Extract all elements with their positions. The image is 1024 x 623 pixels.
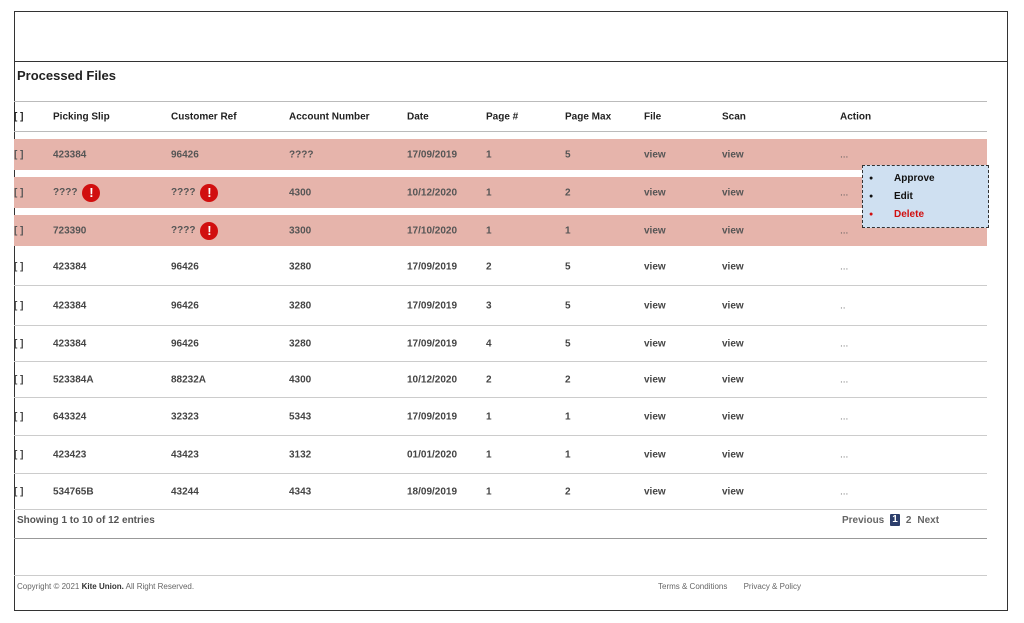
picking-slip-cell xyxy=(53,449,86,460)
company-name: Kite Union. xyxy=(81,582,124,591)
picking-slip-cell xyxy=(53,262,86,273)
scan-view-link-text: view xyxy=(722,486,744,497)
page-number-cell-text: 1 xyxy=(486,486,492,497)
table-row xyxy=(14,474,987,510)
file-view-link-text: view xyxy=(644,374,666,385)
account-number-cell xyxy=(289,149,313,160)
row-select-checkbox[interactable] xyxy=(14,411,23,422)
page-max-cell-text: 1 xyxy=(565,449,571,460)
file-view-link-text: view xyxy=(644,300,666,311)
page-max-cell-text: 5 xyxy=(565,338,571,349)
account-number-cell-text: 4300 xyxy=(289,187,312,198)
customer-ref-cell xyxy=(171,374,206,385)
customer-ref-cell xyxy=(171,411,199,422)
picking-slip-header: Picking Slip xyxy=(53,111,110,122)
customer-ref-cell-text: 96426 xyxy=(171,261,199,273)
date-cell xyxy=(407,225,457,236)
date-cell xyxy=(407,300,457,311)
page-number-header: Page # xyxy=(486,111,519,122)
account-number-cell xyxy=(289,411,311,422)
page-max-cell xyxy=(565,187,571,198)
row-actions-button-text: ... xyxy=(840,486,849,497)
customer-ref-cell xyxy=(171,338,199,349)
page-number-cell xyxy=(486,486,492,497)
account-number-cell xyxy=(289,338,311,349)
page-number-cell-text: 1 xyxy=(486,187,492,198)
table-row xyxy=(14,177,987,208)
row-select-checkbox[interactable] xyxy=(14,300,23,311)
row-actions-button[interactable] xyxy=(840,374,848,385)
page-max-cell-text: 1 xyxy=(565,225,571,236)
customer-ref-cell-text: 96426 xyxy=(171,338,199,349)
alert-icon: ! xyxy=(200,184,218,202)
date-cell-text: 17/10/2020 xyxy=(407,225,458,236)
page-max-cell xyxy=(565,338,571,349)
page-number-cell-text: 2 xyxy=(486,261,492,273)
row-select-checkbox-text: [ ] xyxy=(14,225,24,236)
page-number-cell xyxy=(486,262,492,273)
page-max-cell-text: 5 xyxy=(565,300,571,311)
scan-view-link-text: view xyxy=(722,300,744,311)
picking-slip-cell-text: 423384 xyxy=(53,338,87,349)
file-view-link[interactable] xyxy=(644,187,666,198)
page-max-cell-text: 2 xyxy=(565,187,571,198)
page-button-2[interactable]: 2 xyxy=(905,514,912,526)
table-row xyxy=(14,139,987,170)
customer-ref-cell xyxy=(171,300,199,311)
scan-view-link-text: view xyxy=(722,187,744,198)
page-max-cell xyxy=(565,374,571,385)
date-cell-text: 17/09/2019 xyxy=(407,300,458,311)
action-menu xyxy=(862,165,989,228)
account-number-cell-text: 5343 xyxy=(289,411,312,422)
account-number-cell-text: 3280 xyxy=(289,300,312,311)
file-view-link[interactable] xyxy=(644,262,666,273)
page-max-cell xyxy=(565,486,571,497)
page-max-cell xyxy=(565,225,571,236)
customer-ref-cell-text: ???? xyxy=(171,187,196,198)
picking-slip-cell-text: 423384 xyxy=(53,300,87,311)
page-number-cell xyxy=(486,449,492,460)
file-view-link-text: view xyxy=(644,187,666,198)
date-cell-text: 18/09/2019 xyxy=(407,486,458,497)
file-view-link[interactable] xyxy=(644,374,666,385)
customer-ref-cell xyxy=(171,449,199,460)
row-select-checkbox-text: [ ] xyxy=(14,300,24,311)
row-actions-button[interactable] xyxy=(840,187,848,198)
table-footer xyxy=(14,509,987,539)
account-number-cell-text: 3132 xyxy=(289,449,312,460)
edit-menu-item[interactable]: ● Edit xyxy=(863,190,988,208)
scan-view-link[interactable] xyxy=(722,486,744,497)
file-view-link[interactable] xyxy=(644,300,666,311)
row-actions-button-text: ... xyxy=(840,374,849,385)
picking-slip-cell xyxy=(53,411,86,422)
account-number-cell xyxy=(289,225,311,236)
page-max-header: Page Max xyxy=(565,111,612,122)
account-number-cell xyxy=(289,374,311,385)
page-max-cell xyxy=(565,262,571,273)
page-max-cell-text: 2 xyxy=(565,486,571,497)
page-number-cell-text: 1 xyxy=(486,449,492,460)
file-view-link-text: view xyxy=(644,486,666,497)
row-actions-button-text: ... xyxy=(840,149,849,160)
row-select-checkbox[interactable] xyxy=(14,225,23,236)
copyright xyxy=(17,582,194,591)
action-header: Action xyxy=(840,111,872,122)
file-view-link[interactable] xyxy=(644,338,666,349)
row-actions-button-text: ... xyxy=(840,225,849,236)
footer-divider xyxy=(14,575,987,576)
customer-ref-cell-text: 43423 xyxy=(171,449,199,460)
page-max-cell-text: 1 xyxy=(565,411,571,422)
table-row xyxy=(14,215,987,246)
picking-slip-cell xyxy=(53,374,94,385)
date-cell xyxy=(407,338,457,349)
picking-slip-cell-text: 523384A xyxy=(53,374,94,385)
row-select-checkbox-text: [ ] xyxy=(14,449,24,460)
date-cell xyxy=(407,149,457,160)
picking-slip-cell xyxy=(53,338,86,349)
row-actions-button[interactable] xyxy=(840,486,848,497)
date-cell xyxy=(407,449,457,460)
table-row xyxy=(14,398,987,436)
page-number-cell xyxy=(486,300,492,311)
page-max-cell xyxy=(565,149,571,160)
scan-view-link-text: view xyxy=(722,374,744,385)
row-select-checkbox[interactable] xyxy=(14,338,23,349)
date-cell-text: 17/09/2019 xyxy=(407,261,458,273)
customer-ref-cell-text: 32323 xyxy=(171,411,199,422)
row-actions-button[interactable] xyxy=(840,449,848,460)
file-view-link[interactable] xyxy=(644,449,666,460)
page-button-1[interactable]: 1 xyxy=(892,514,898,525)
picking-slip-cell-text: 423423 xyxy=(53,449,87,460)
page-number-cell-text: 4 xyxy=(486,338,492,349)
scan-view-link[interactable] xyxy=(722,225,744,236)
customer-ref-cell-text: 96426 xyxy=(171,149,199,160)
file-view-link-text: view xyxy=(644,225,666,236)
top-bar xyxy=(15,12,1007,62)
row-actions-button-text: .. xyxy=(840,300,846,311)
page-number-cell-text: 3 xyxy=(486,300,492,311)
row-select-checkbox[interactable] xyxy=(14,187,23,198)
previous-button[interactable]: Previous xyxy=(842,514,885,526)
alert-icon: ! xyxy=(200,222,218,240)
row-actions-button-text: ... xyxy=(840,411,849,422)
customer-ref-cell-text: 96426 xyxy=(171,300,199,311)
account-number-cell-text: 4300 xyxy=(289,374,312,385)
page-number-cell xyxy=(486,225,492,236)
picking-slip-cell-text: 534765B xyxy=(53,486,94,497)
approve-menu-item[interactable]: ● Approve xyxy=(863,172,988,190)
file-view-link-text: view xyxy=(644,449,666,460)
file-view-link[interactable] xyxy=(644,486,666,497)
file-header: File xyxy=(644,111,662,122)
file-view-link[interactable] xyxy=(644,225,666,236)
date-cell-text: 01/01/2020 xyxy=(407,449,458,460)
file-view-link-text: view xyxy=(644,411,666,422)
customer-ref-cell xyxy=(171,262,199,273)
date-cell-text: 17/09/2019 xyxy=(407,338,458,349)
scan-view-link-text: view xyxy=(722,411,744,422)
page-number-cell xyxy=(486,149,492,160)
page-number-cell xyxy=(486,411,492,422)
date-cell xyxy=(407,374,457,385)
picking-slip-cell xyxy=(53,225,86,236)
page-number-cell xyxy=(486,374,492,385)
page-max-cell-text: 5 xyxy=(565,261,571,273)
account-number-cell-text: 3280 xyxy=(289,338,312,349)
customer-ref-cell-text: ???? xyxy=(171,225,196,236)
scan-view-link-text: view xyxy=(722,261,744,273)
row-select-checkbox[interactable] xyxy=(14,486,23,497)
account-number-cell-text: 4343 xyxy=(289,486,312,497)
table-body xyxy=(14,139,987,510)
alert-icon: ! xyxy=(82,184,100,202)
table-row xyxy=(14,326,987,362)
account-number-cell xyxy=(289,486,311,497)
scan-view-link[interactable] xyxy=(722,149,744,160)
row-select-checkbox-text: [ ] xyxy=(14,486,24,497)
picking-slip-cell xyxy=(53,300,86,311)
picking-slip-cell xyxy=(53,486,94,497)
customer-ref-cell-text: 43244 xyxy=(171,486,199,497)
page-max-cell xyxy=(565,300,571,311)
account-number-cell-text: 3300 xyxy=(289,225,312,236)
scan-header: Scan xyxy=(722,111,746,122)
scan-view-link[interactable] xyxy=(722,449,744,460)
picking-slip-cell-text: 643324 xyxy=(53,411,87,422)
date-cell xyxy=(407,411,457,422)
scan-view-link[interactable] xyxy=(722,411,744,422)
date-cell-text: 17/09/2019 xyxy=(407,149,458,160)
page-number-cell-text: 1 xyxy=(486,411,492,422)
scan-view-link-text: view xyxy=(722,225,744,236)
customer-ref-cell-text: 88232A xyxy=(171,374,207,385)
page-max-cell-text: 5 xyxy=(565,149,571,160)
row-select-checkbox-text: [ ] xyxy=(14,374,24,385)
file-view-link-text: view xyxy=(644,261,666,273)
account-number-cell xyxy=(289,262,311,273)
customer-ref-cell xyxy=(171,486,199,497)
row-actions-button-text: ... xyxy=(840,187,849,198)
row-select-checkbox[interactable] xyxy=(14,374,23,385)
row-select-checkbox[interactable] xyxy=(14,149,23,160)
scan-view-link[interactable] xyxy=(722,338,744,349)
customer-ref-cell xyxy=(171,149,199,160)
date-cell xyxy=(407,486,457,497)
copyright-suffix: All Right Reserved. xyxy=(125,582,195,591)
scan-view-link-text: view xyxy=(722,149,744,160)
file-view-link-text: view xyxy=(644,338,666,349)
date-cell-text: 10/12/2020 xyxy=(407,187,458,198)
scan-view-link-text: view xyxy=(722,449,744,460)
row-actions-button-text: ... xyxy=(840,261,849,273)
row-select-checkbox-text: [ ] xyxy=(14,149,24,160)
table-header xyxy=(14,101,987,132)
date-cell-text: 10/12/2020 xyxy=(407,374,458,385)
page-max-cell xyxy=(565,449,571,460)
row-select-checkbox-text: [ ] xyxy=(14,261,24,273)
row-actions-button[interactable] xyxy=(840,411,848,422)
row-actions-button[interactable] xyxy=(840,300,846,311)
account-number-cell-text: 3280 xyxy=(289,261,312,273)
row-actions-button[interactable] xyxy=(840,149,848,160)
picking-slip-cell xyxy=(53,149,86,160)
delete-menu-item[interactable]: ● Delete xyxy=(863,208,988,226)
table-row xyxy=(14,436,987,474)
customer-ref-cell xyxy=(171,184,218,202)
scan-view-link-text: view xyxy=(722,338,744,349)
row-select-checkbox[interactable] xyxy=(14,262,23,273)
copyright-prefix: Copyright © 2021 xyxy=(17,582,80,591)
picking-slip-cell-text: 723390 xyxy=(53,225,87,236)
customer-ref-cell xyxy=(171,222,218,240)
page-number-cell xyxy=(486,187,492,198)
footer-links xyxy=(658,582,815,591)
scan-view-link[interactable] xyxy=(722,300,744,311)
row-actions-button[interactable] xyxy=(840,262,848,273)
table-row xyxy=(14,249,987,286)
picking-slip-cell-text: 423384 xyxy=(53,261,87,273)
terms-link[interactable]: Terms & Conditions xyxy=(658,582,728,591)
files-table xyxy=(14,101,987,510)
file-view-link[interactable] xyxy=(644,149,666,160)
row-select-checkbox-text: [ ] xyxy=(14,338,24,349)
picking-slip-cell-text: ???? xyxy=(53,187,78,198)
scan-view-link[interactable] xyxy=(722,374,744,385)
page-max-cell-text: 2 xyxy=(565,374,571,385)
row-select-checkbox-text: [ ] xyxy=(14,187,24,198)
page-number-cell-text: 1 xyxy=(486,225,492,236)
account-number-header: Account Number xyxy=(289,111,370,122)
privacy-link[interactable]: Privacy & Policy xyxy=(743,582,801,591)
account-number-cell xyxy=(289,187,311,198)
row-select-checkbox[interactable] xyxy=(14,449,23,460)
file-view-link-text: view xyxy=(644,149,666,160)
entries-info: Showing 1 to 10 of 12 entries xyxy=(17,515,155,526)
account-number-cell xyxy=(289,449,311,460)
page-number-cell-text: 2 xyxy=(486,374,492,385)
page-title: Processed Files xyxy=(17,68,116,83)
picking-slip-cell-text: 423384 xyxy=(53,149,87,160)
pagination xyxy=(842,514,939,526)
page-max-cell xyxy=(565,411,571,422)
row-select-checkbox-text: [ ] xyxy=(14,411,24,422)
table-row xyxy=(14,362,987,398)
row-actions-button-text: ... xyxy=(840,338,849,349)
scan-view-link[interactable] xyxy=(722,187,744,198)
customer-ref-header: Customer Ref xyxy=(171,111,237,122)
date-cell xyxy=(407,262,457,273)
account-number-cell xyxy=(289,300,311,311)
date-cell-text: 17/09/2019 xyxy=(407,411,458,422)
page-number-cell-text: 1 xyxy=(486,149,492,160)
account-number-cell-text: ???? xyxy=(289,149,314,160)
scan-view-link[interactable] xyxy=(722,262,744,273)
next-button[interactable]: Next xyxy=(917,514,940,526)
file-view-link[interactable] xyxy=(644,411,666,422)
date-cell xyxy=(407,187,457,198)
select-header[interactable]: [ ] xyxy=(14,111,24,122)
table-row xyxy=(14,286,987,326)
picking-slip-cell xyxy=(53,184,100,202)
row-actions-button[interactable] xyxy=(840,338,848,349)
row-actions-button-text: ... xyxy=(840,449,849,460)
page-number-cell xyxy=(486,338,492,349)
date-header: Date xyxy=(407,111,429,122)
row-actions-button[interactable] xyxy=(840,225,848,236)
